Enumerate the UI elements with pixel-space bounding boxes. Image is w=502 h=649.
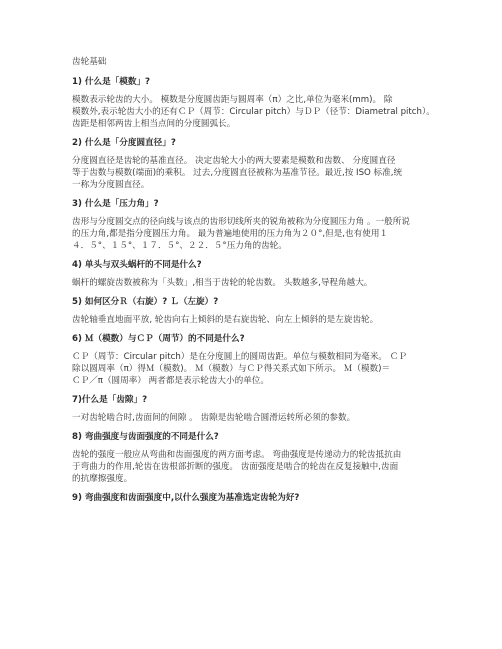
text-line: 的抗摩擦强度。 [72, 474, 133, 484]
text-line: 等于齿数与模数(端面)的乘积。 过去,分度圆直径被称为基准节径。最近,按 ISO 标准,统 [72, 168, 403, 178]
answer-paragraph [72, 314, 462, 326]
section-8 [72, 431, 462, 485]
text-line: 于弯曲力的作用,轮齿在齿根部折断的强度。 齿面强度是啮合的轮齿在反复接触中,齿面 [72, 462, 399, 472]
section-3 [72, 198, 462, 252]
answer-paragraph [72, 216, 462, 252]
answer-paragraph [72, 412, 462, 424]
section-9 [72, 492, 462, 504]
text-line: 蜗杆的螺旋齿数被称为「头数」,相当于齿轮的轮齿数。 头数越多,导程角越大。 [72, 278, 373, 288]
text-line: 模数外,表示轮齿大小的还有ＣＰ（周节：Circular pitch）与ＤＰ（径节：Diametral pitch）。 [72, 107, 435, 117]
text-line: 齿形与分度圆交点的径向线与该点的齿形切线所夹的锐角被称为分度圆压力角 。一般所说 [72, 217, 410, 227]
answer-paragraph [72, 277, 462, 289]
question-heading: 5) 如何区分Ｒ（右旋）? Ｌ（左旋）? [72, 297, 219, 307]
section-7 [72, 394, 462, 424]
text-line: 一对齿轮啮合时,齿面间的间隙 。 齿隙是齿轮啮合圆滑运转所必须的参数。 [72, 413, 356, 423]
question-heading: 4) 单头与双头蜗杆的不同是什么? [72, 260, 202, 270]
question-heading: 8) 弯曲强度与齿面强度的不同是什么? [72, 432, 219, 442]
section-6 [72, 333, 462, 387]
text-line: 分度圆直径是齿轮的基准直径。 决定齿轮大小的两大要素是模数和齿数、 分度圆直径 [72, 156, 396, 166]
answer-paragraph [72, 155, 462, 191]
text-line: 齿距是相邻两齿上相当点间的分度圆弧长。 [72, 119, 236, 129]
text-line: 齿轮轴垂直地面平放, 轮齿向右上倾斜的是右旋齿轮、向左上倾斜的是左旋齿轮。 [72, 315, 379, 325]
question-heading: 1) 什么是「模数」? [72, 77, 151, 87]
text-line: ＣＰ（周节：Circular pitch）是在分度圆上的圆周齿距。单位与模数相同为毫米。 ＣＰ [72, 352, 407, 362]
text-line: 一称为分度圆直径。 [72, 180, 150, 190]
text-line: 齿轮的强度一般应从弯曲和齿面强度的两方面考虑。 弯曲强度是传递动力的轮齿抵抗由 [72, 450, 402, 460]
answer-paragraph [72, 351, 462, 387]
section-1 [72, 76, 462, 130]
question-heading: 2) 什么是「分度圆直径」? [72, 138, 176, 148]
answer-paragraph [72, 449, 462, 485]
document-title: 齿轮基础 [72, 57, 107, 67]
section-5 [72, 296, 462, 326]
text-line: 的压力角,都是指分度圆压力角。 最为普遍地使用的压力角为２０°,但是,也有使用１ [72, 229, 389, 239]
text-line: 除以圆周率（π）得Ｍ（模数)。 Ｍ（模数）与ＣＰ得关系式如下所示。 Ｍ（模数)＝ [72, 364, 391, 374]
question-heading: 7)什么是「齿隙」? [72, 395, 148, 405]
text-line: 模数表示轮齿的大小。 模数是分度圆齿距与圆周率（π）之比,单位为毫米(mm)。 除 [72, 95, 393, 105]
question-heading: 6) Ｍ（模数）与ＣＰ（周节）的不同是什么? [72, 334, 245, 344]
text-line: ４．５°、１５°、１７．５°、２２．５°压力角的齿轮。 [72, 241, 287, 251]
question-heading: 3) 什么是「压力角」? [72, 199, 159, 209]
answer-paragraph [72, 94, 462, 130]
section-4 [72, 259, 462, 289]
text-line: ＣＰ／π（圆周率） 两者都是表示轮齿大小的单位。 [72, 376, 269, 386]
section-2 [72, 137, 462, 191]
question-heading: 9) 弯曲强度和齿面强度中,以什么强度为基准选定齿轮为好? [72, 493, 300, 503]
